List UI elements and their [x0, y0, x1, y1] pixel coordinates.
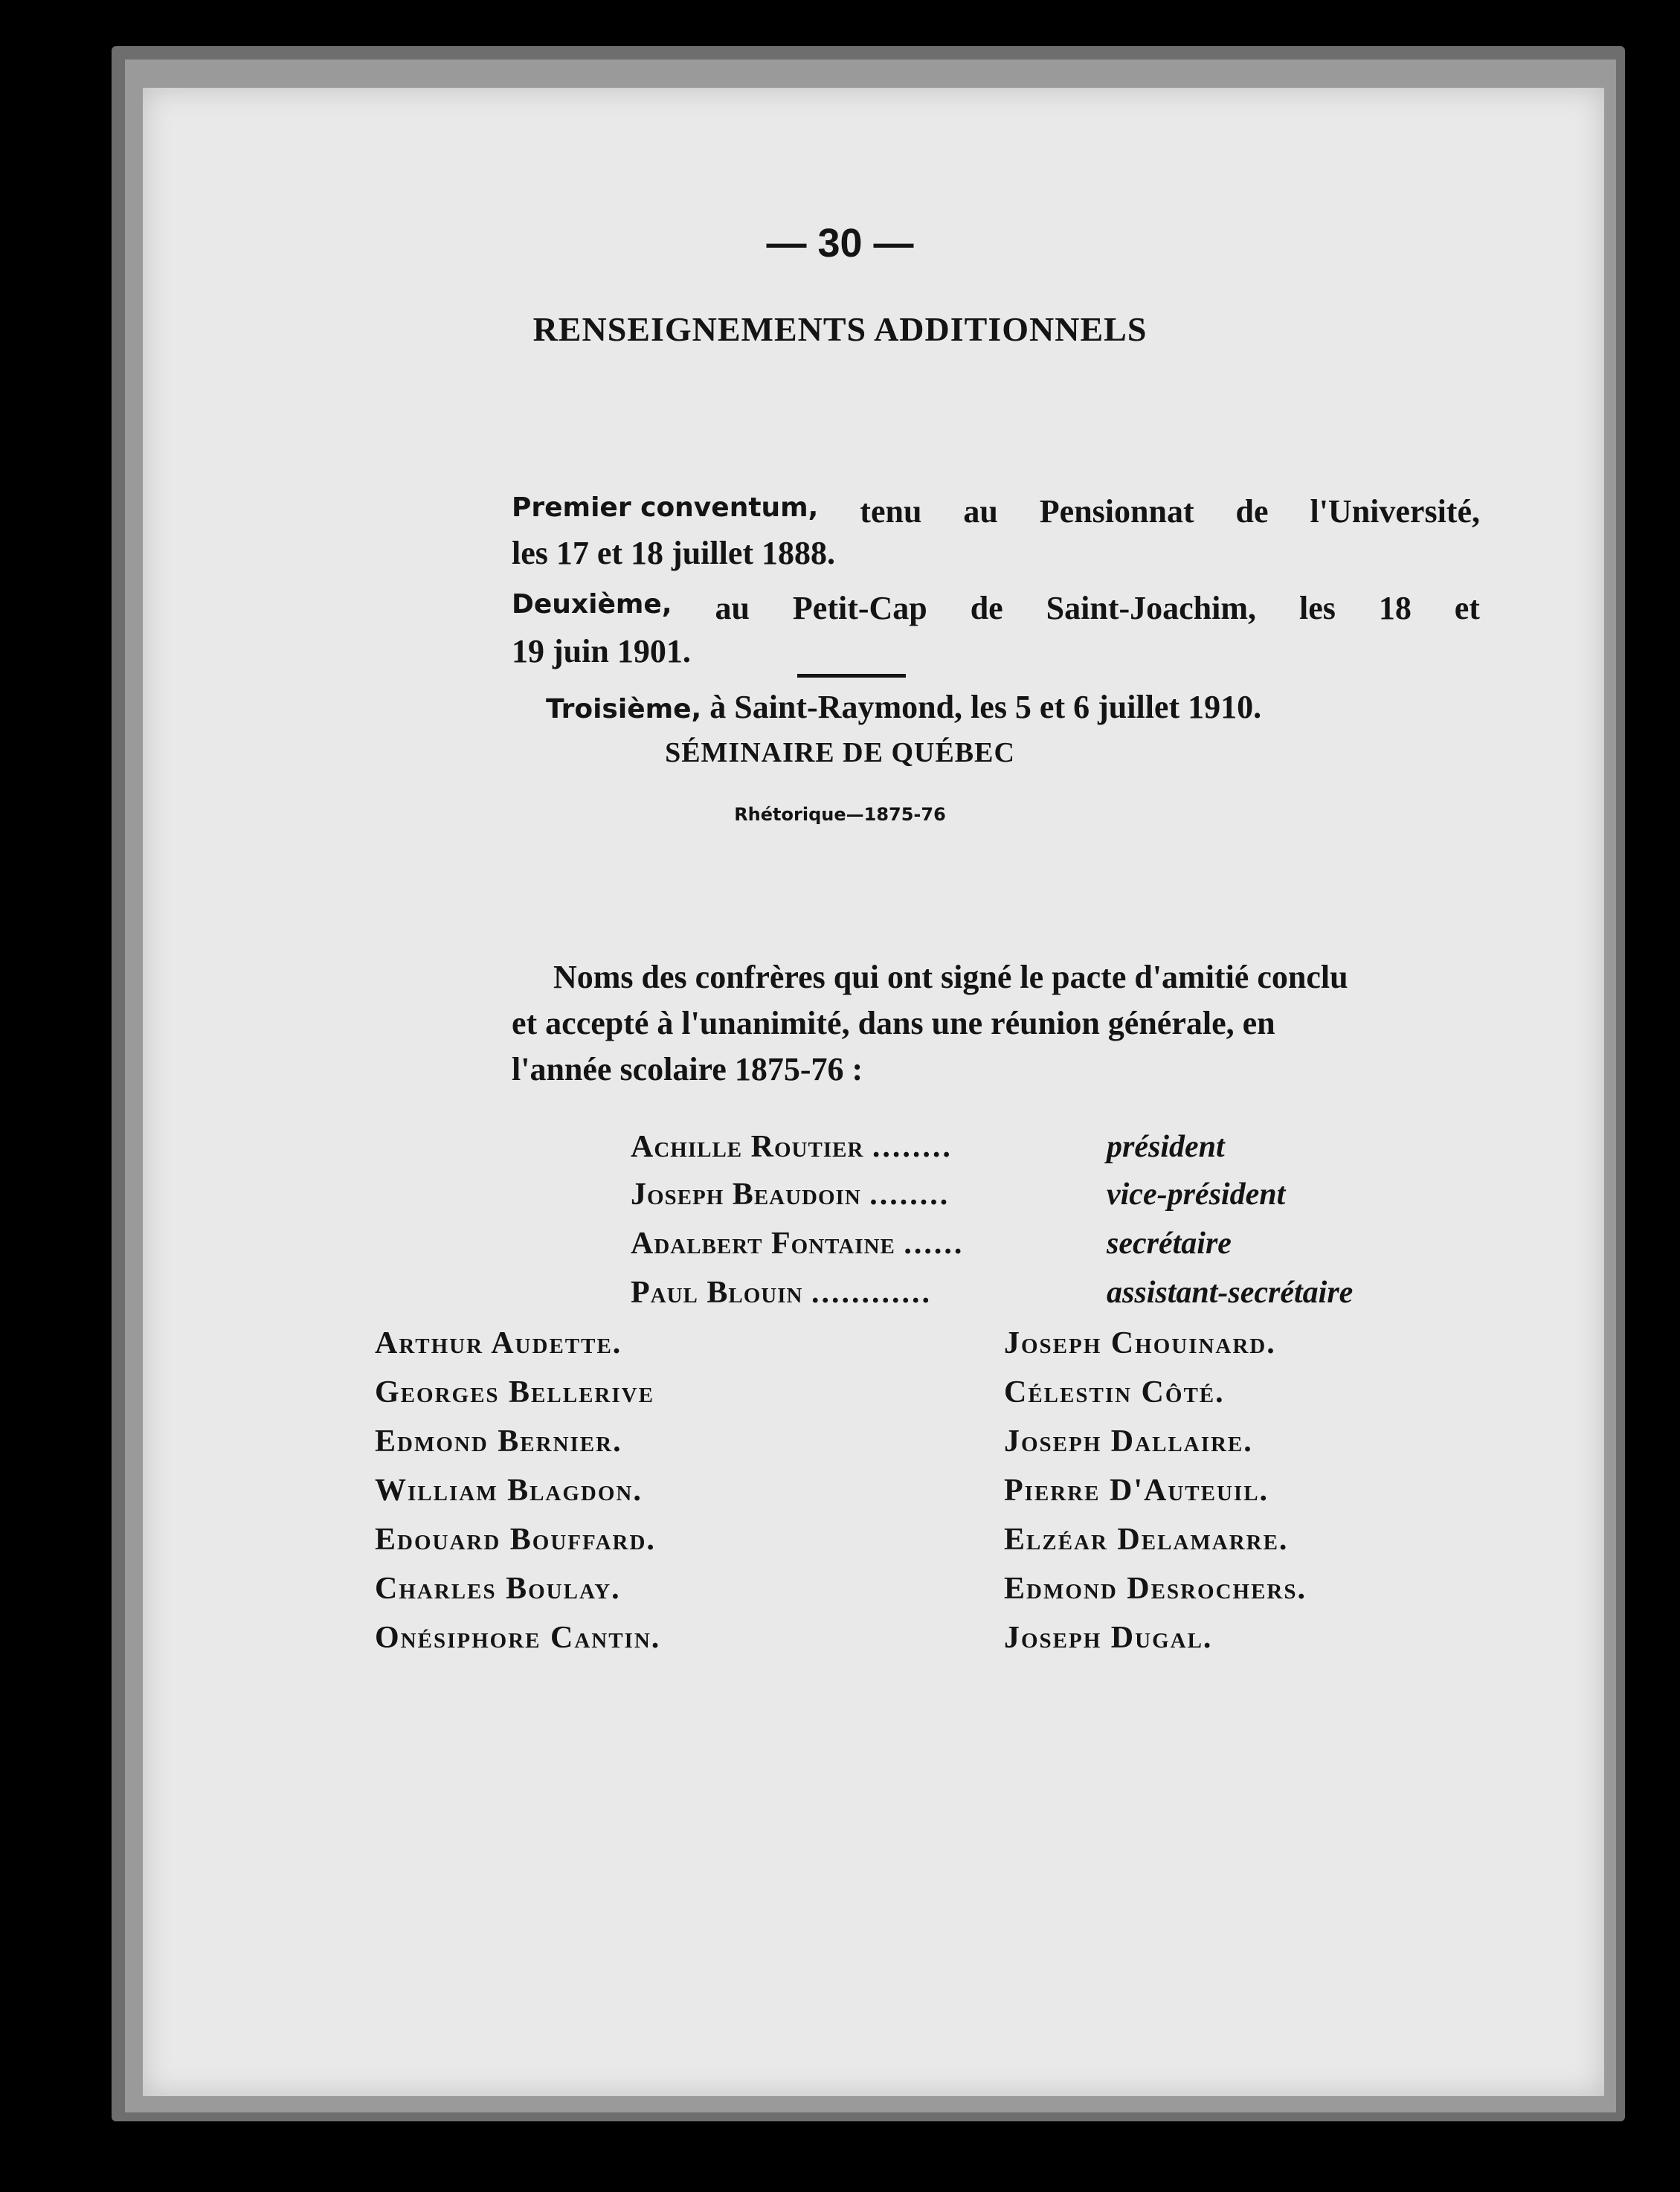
member-name: Edmond Desrochers.: [1004, 1572, 1307, 1606]
member-name: Arthur Audette.: [375, 1326, 622, 1360]
dot-leader: ........: [872, 1130, 953, 1164]
officer-name: [631, 1275, 932, 1311]
conventum-1-word: tenu: [860, 493, 922, 530]
dot-leader: ......: [904, 1227, 965, 1261]
member-name: Edmond Bernier.: [375, 1424, 622, 1459]
officer-name-text: Achille Routier: [631, 1130, 864, 1164]
conventum-1-word: au: [963, 493, 998, 530]
section-divider: [797, 674, 906, 678]
conventum-2-line-1: [512, 589, 1480, 627]
conventum-2-word: de: [970, 590, 1003, 626]
page-number: — 30 —: [766, 221, 914, 266]
conventum-2-lead: Deuxième,: [512, 589, 672, 620]
conventum-2-word: et: [1454, 590, 1480, 626]
member-name: Joseph Dugal.: [1004, 1621, 1213, 1655]
conventum-1-line-2: les 17 et 18 juillet 1888.: [512, 535, 836, 571]
intro-line-3: l'année scolaire 1875-76 :: [512, 1051, 863, 1087]
conventum-1-line-1: [512, 492, 1480, 530]
member-name: Célestin Côté.: [1004, 1375, 1225, 1410]
conventum-3-line-1: [546, 688, 1261, 726]
conventum-2-word: Petit-Cap: [792, 590, 927, 626]
member-name: Edouard Bouffard.: [375, 1523, 656, 1557]
class-year: Rhétorique—1875-76: [734, 804, 946, 825]
member-name: Pierre D'Auteuil.: [1004, 1473, 1269, 1508]
conventum-1-word: l'Université,: [1310, 493, 1480, 530]
officer-role: vice-président: [1107, 1177, 1286, 1212]
officer-name-text: Adalbert Fontaine: [631, 1227, 895, 1261]
document-page: [143, 88, 1604, 2096]
member-name: Onésiphore Cantin.: [375, 1621, 661, 1655]
member-name: Joseph Chouinard.: [1004, 1326, 1276, 1360]
conventum-3-text: à Saint-Raymond, les 5 et 6 juillet 1910.: [709, 689, 1262, 725]
officer-name-text: Joseph Beaudoin: [631, 1177, 861, 1212]
conventum-3-lead: Troisième,: [546, 694, 702, 724]
officer-name: [631, 1129, 953, 1165]
member-name: Charles Boulay.: [375, 1572, 621, 1606]
member-name: Georges Bellerive: [375, 1375, 654, 1410]
seminary-heading: SÉMINAIRE DE QUÉBEC: [665, 737, 1015, 768]
officer-name-text: Paul Blouin: [631, 1276, 803, 1310]
officer-name: [631, 1226, 964, 1261]
dot-leader: ........: [869, 1177, 950, 1212]
officer-role: assistant-secrétaire: [1107, 1276, 1354, 1310]
intro-line-2-text: et accepté à l'unanimité, dans une réunion générale, en: [512, 1005, 1275, 1041]
conventum-1-lead: Premier conventum,: [512, 492, 819, 523]
intro-line-2: [512, 1004, 1482, 1042]
officer-role: président: [1107, 1130, 1225, 1164]
officer-role: secrétaire: [1107, 1227, 1232, 1261]
conventum-2-line-2: 19 juin 1901.: [512, 633, 691, 669]
member-name: Elzéar Delamarre.: [1004, 1523, 1289, 1557]
member-name: William Blagdon.: [375, 1473, 643, 1508]
conventum-2-word: les: [1298, 590, 1336, 626]
conventum-2-word: Saint-Joachim,: [1046, 590, 1257, 626]
conventum-1-word: de: [1235, 493, 1269, 530]
member-name: Joseph Dallaire.: [1004, 1424, 1253, 1459]
intro-line-1: Noms des confrères qui ont signé le pacte d'amitié conclu: [553, 959, 1348, 995]
section-title: RENSEIGNEMENTS ADDITIONNELS: [532, 310, 1148, 348]
conventum-2-word: au: [715, 590, 750, 626]
dot-leader: ............: [811, 1276, 932, 1310]
officer-name: [631, 1177, 950, 1212]
conventum-1-word: Pensionnat: [1039, 493, 1194, 530]
conventum-2-word: 18: [1378, 590, 1412, 626]
